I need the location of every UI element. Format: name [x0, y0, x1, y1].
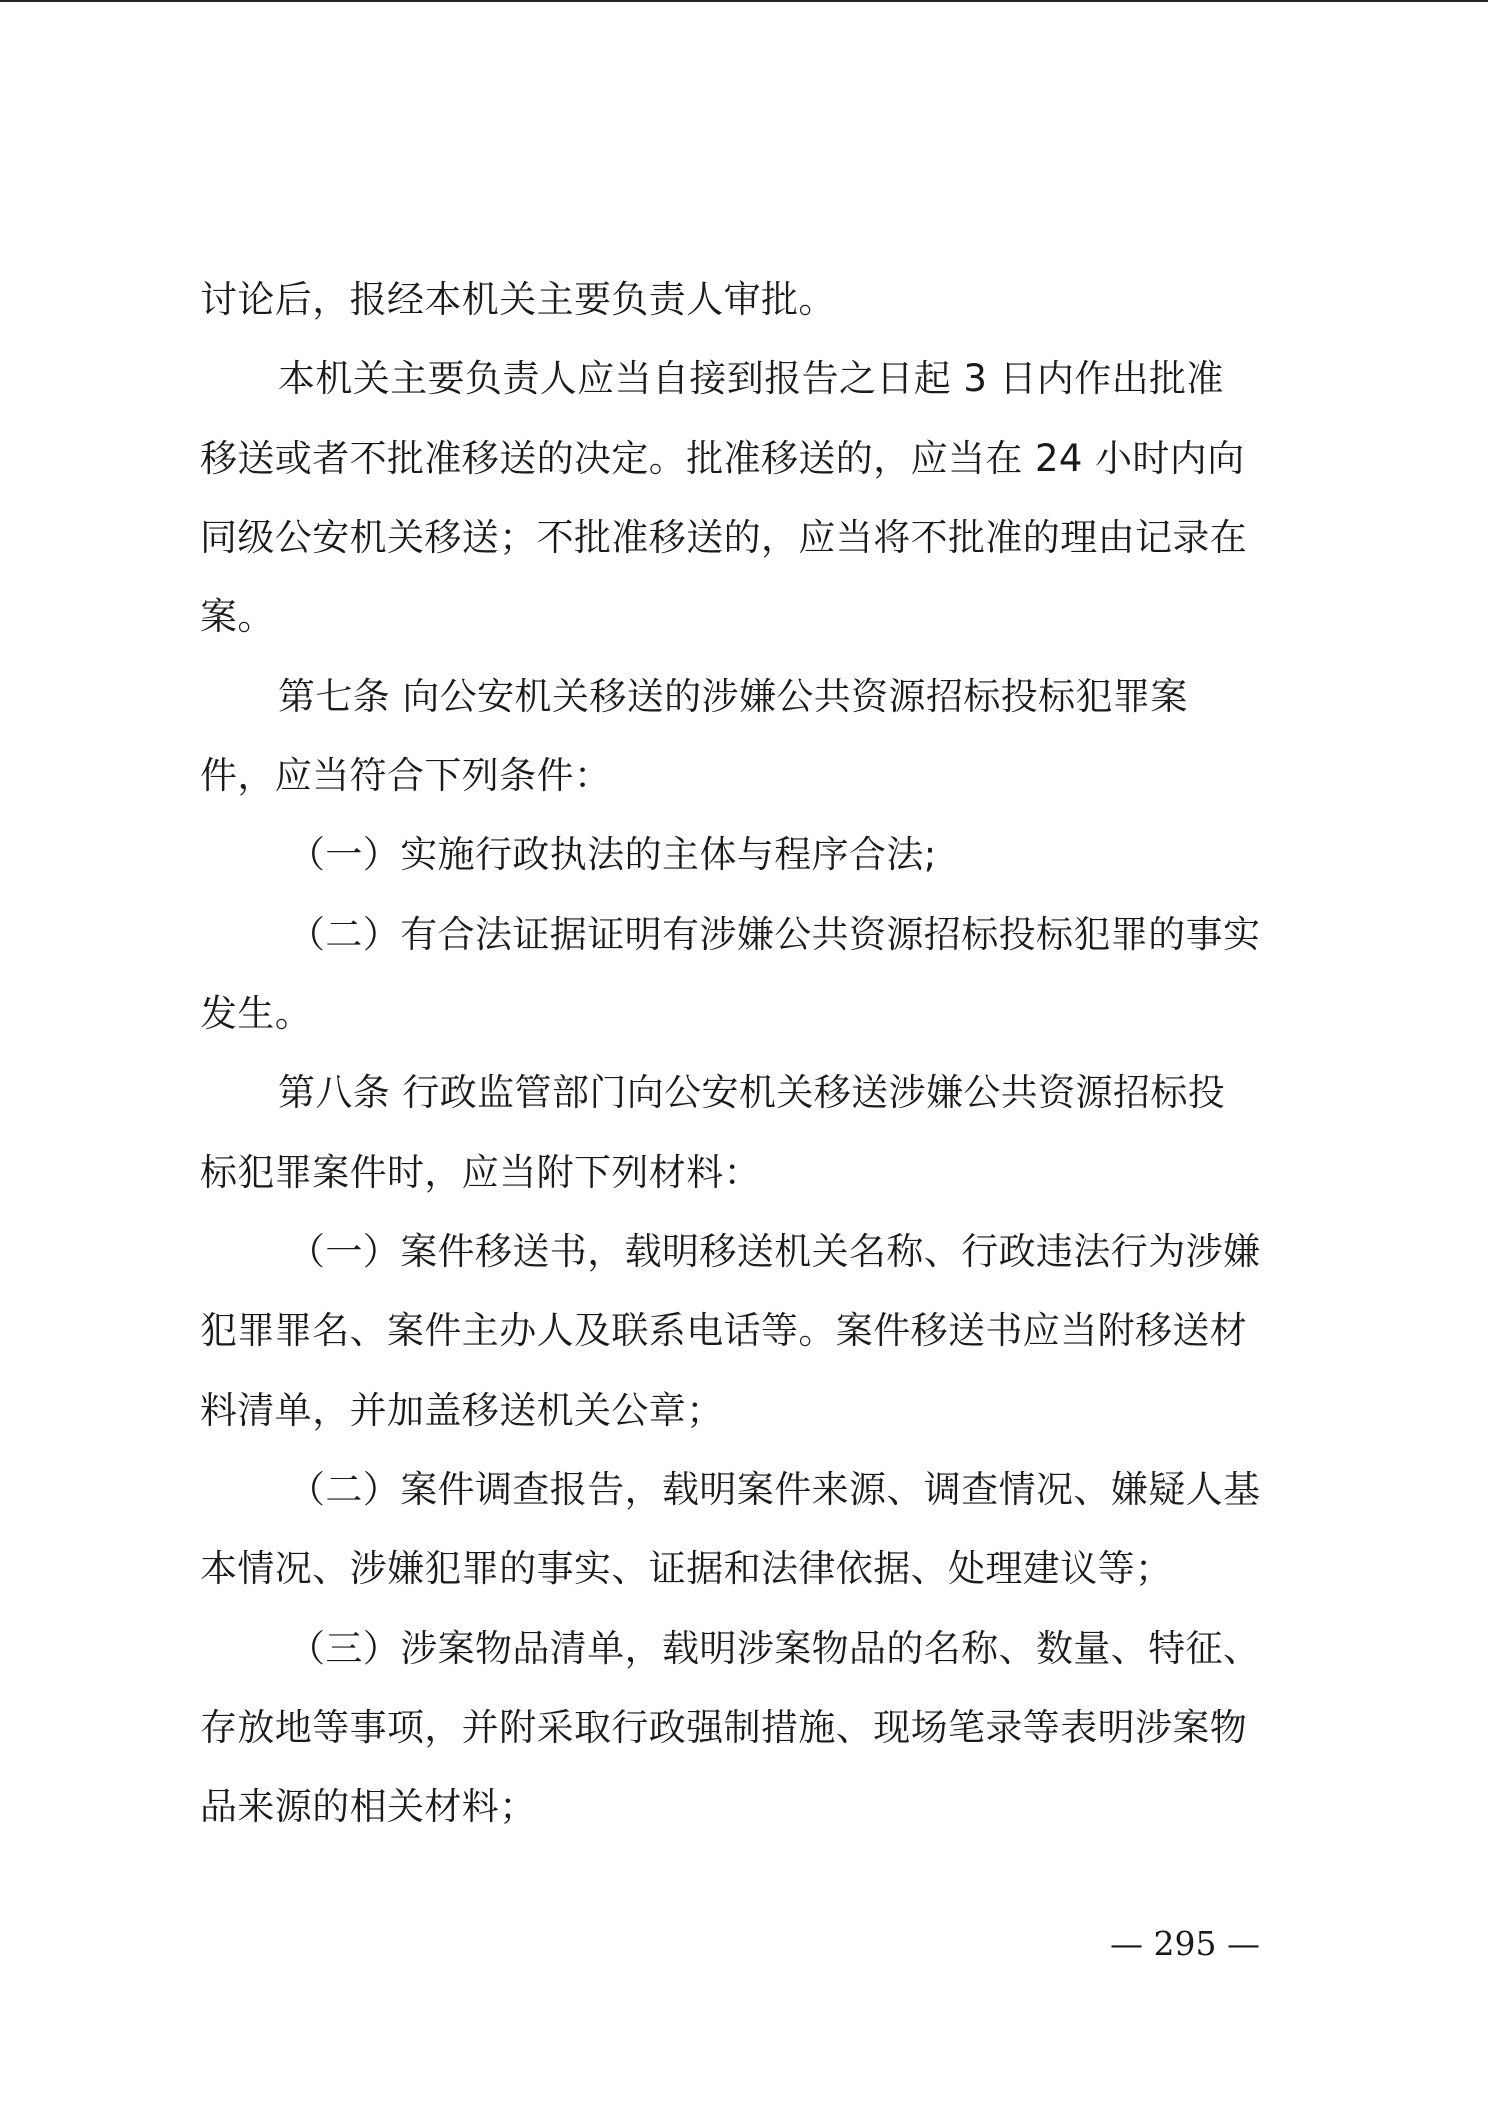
text-line: 案。 — [200, 595, 275, 638]
article-8-heading: 第八条 行政监管部门向公安机关移送涉嫌公共资源招标投 — [278, 1071, 1226, 1114]
list-item: （一）案件移送书，载明移送机关名称、行政违法行为涉嫌 — [288, 1230, 1261, 1273]
article-7-heading: 第七条 向公安机关移送的涉嫌公共资源招标投标犯罪案 — [278, 675, 1188, 718]
text-line: 存放地等事项，并附采取行政强制措施、现场笔录等表明涉案物 — [200, 1706, 1248, 1749]
text-line: 本机关主要负责人应当自接到报告之日起 3 日内作出批准 — [278, 357, 1224, 400]
list-item: （三）涉案物品清单，载明涉案物品的名称、数量、特征、 — [288, 1627, 1261, 1670]
text-line: 同级公安机关移送；不批准移送的，应当将不批准的理由记录在 — [200, 516, 1248, 559]
list-item: （二）案件调查报告，载明案件来源、调查情况、嫌疑人基 — [288, 1468, 1261, 1511]
page-number: — 295 — — [1110, 1924, 1260, 1963]
text-line: 品来源的相关材料； — [200, 1785, 537, 1828]
text-line: 移送或者不批准移送的决定。批准移送的，应当在 24 小时内向 — [200, 437, 1245, 480]
top-border-line — [0, 0, 1488, 2]
list-item: （一）实施行政执法的主体与程序合法; — [288, 833, 937, 876]
text-line: 标犯罪案件时，应当附下列材料： — [200, 1151, 761, 1194]
text-line: 犯罪罪名、案件主办人及联系电话等。案件移送书应当附移送材 — [200, 1309, 1248, 1352]
text-line: 本情况、涉嫌犯罪的事实、证据和法律依据、处理建议等； — [200, 1547, 1173, 1590]
list-item: （二）有合法证据证明有涉嫌公共资源招标投标犯罪的事实 — [288, 913, 1261, 956]
text-line: 讨论后，报经本机关主要负责人审批。 — [200, 278, 836, 321]
text-line: 发生。 — [200, 992, 313, 1035]
text-line: 料清单，并加盖移送机关公章； — [200, 1389, 724, 1432]
text-line: 件，应当符合下列条件： — [200, 754, 612, 797]
